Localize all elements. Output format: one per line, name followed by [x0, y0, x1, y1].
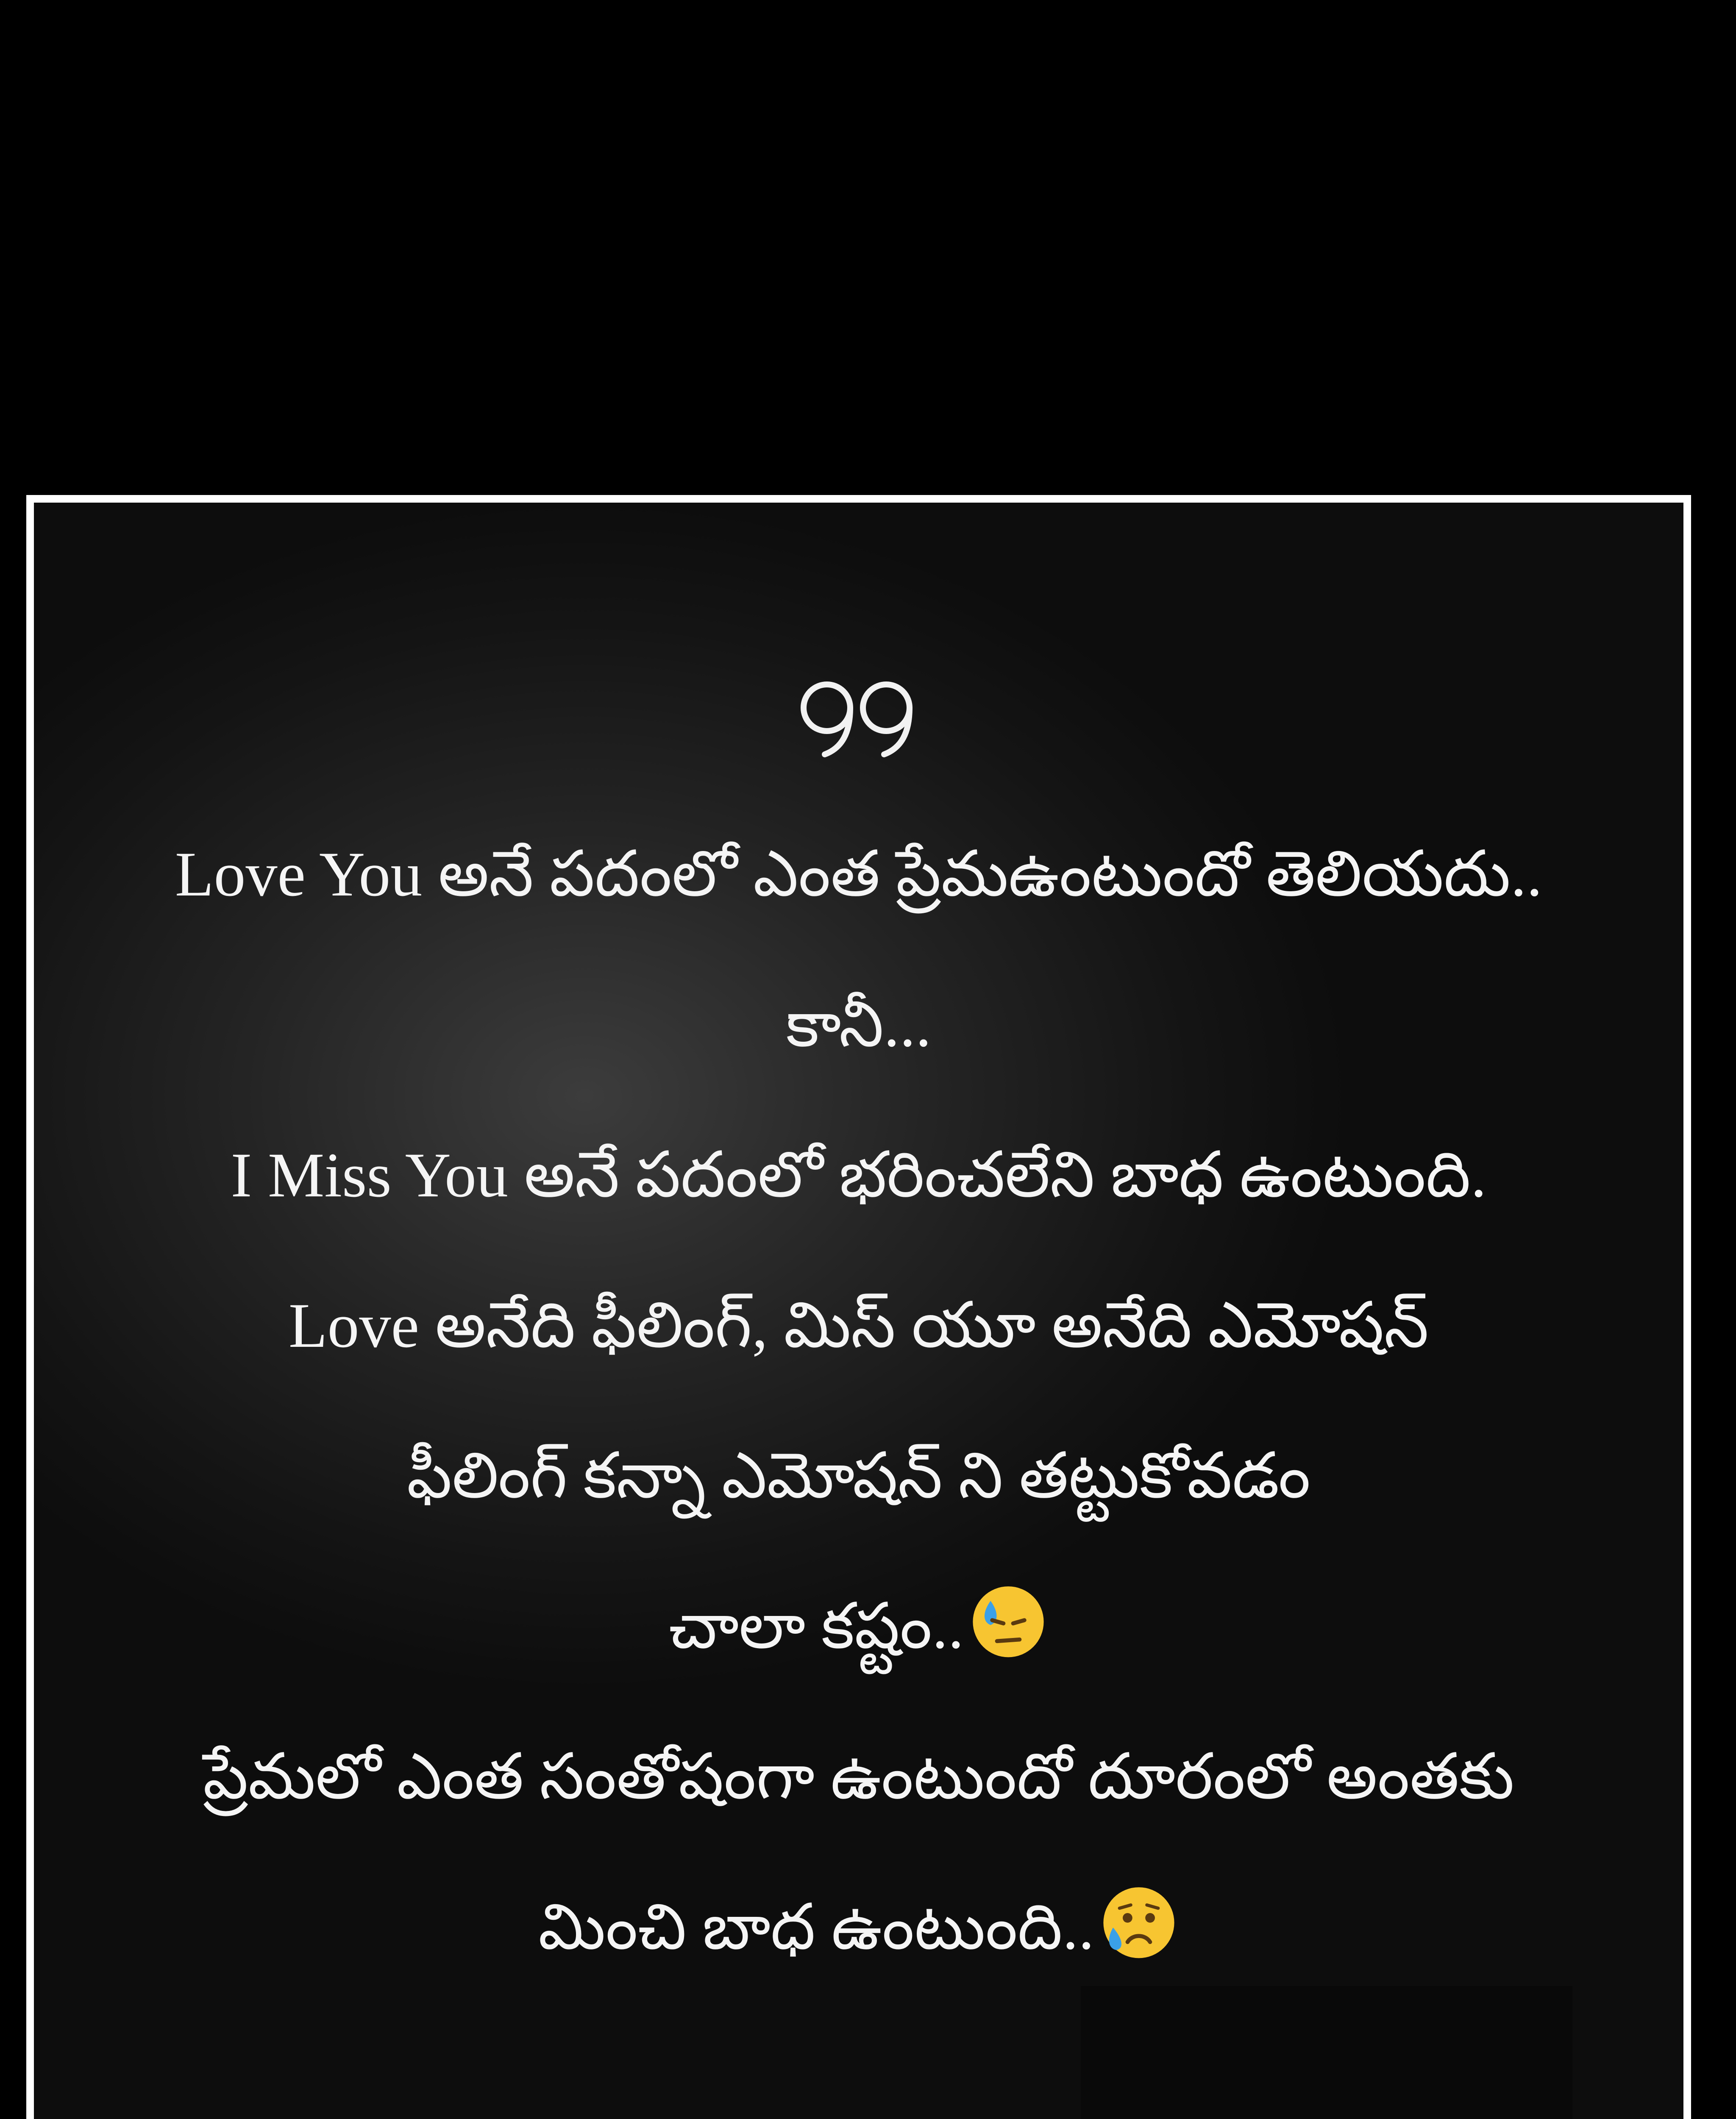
quote-line-text: మించి బాధ ఉంటుంది..: [538, 1892, 1094, 1963]
quote-line: ఫీలింగ్ కన్నా ఎమోషన్ ని తట్టుకోవడం: [406, 1441, 1311, 1511]
sad-relieved-face-icon: [1099, 1881, 1179, 1961]
quote-line: ప్రేమలో ఎంత సంతోషంగా ఉంటుందో దూరంలో అంతకు: [203, 1742, 1514, 1812]
quote-card: [26, 495, 1691, 2119]
quote-text: [85, 799, 1633, 2003]
quote-line-with-emoji: [85, 1852, 1633, 2003]
quote-line: I Miss You అనే పదంలో భరించలేని బాధ ఉంటుంది.: [231, 1140, 1487, 1210]
downcast-sweat-face-icon: [968, 1580, 1049, 1660]
quote-line: Love అనేది ఫీలింగ్, మిస్ యూ అనేది ఎమోషన్: [288, 1290, 1429, 1361]
quote-line-with-emoji: [85, 1552, 1633, 1702]
shadow-overlay: [1081, 1986, 1572, 2119]
quote-icon: [34, 630, 1683, 740]
quote-line: కానీ...: [786, 990, 932, 1060]
quote-line-text: చాలా కష్టం..: [668, 1591, 964, 1662]
quote-line: Love You అనే పదంలో ఎంత ప్రేమఉంటుందో తెలియదు..: [175, 839, 1543, 909]
